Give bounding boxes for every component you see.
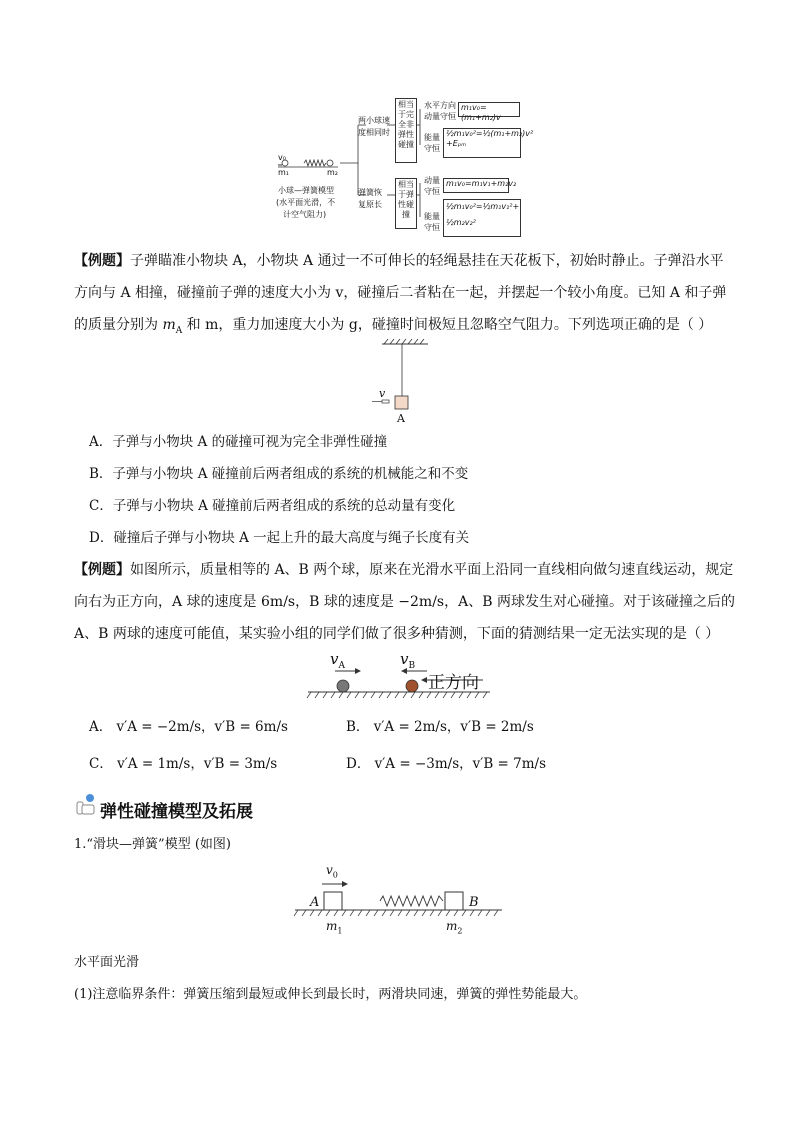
ex1-option-c: C．子弹与小物块 A 碰撞前后两者组成的系统的总动量有变化 bbox=[89, 498, 456, 514]
ball-m2 bbox=[327, 160, 333, 166]
mindmap-branch1-b: 度相同时 bbox=[358, 128, 390, 137]
ball-b bbox=[406, 680, 418, 692]
ex1-option-d: D．碰撞后子弹与小物块 A 一起上升的最大高度与绳子长度有关 bbox=[89, 530, 470, 546]
mindmap-model-label: 小球—弹簧模型 bbox=[278, 186, 334, 195]
mindmap-model-note1: (水平面光滑，不 bbox=[276, 198, 336, 207]
b2r2-label1: 能量 bbox=[424, 212, 440, 221]
ex2-option-c: C． v′A = 1m/s，v′B = 3m/s bbox=[89, 756, 278, 772]
b2r1-label2: 守恒 bbox=[424, 187, 440, 196]
section-note: 水平面光滑 bbox=[74, 955, 140, 970]
mindmap-branch2-a: 弹簧恢 bbox=[358, 188, 382, 197]
ex2-option-b: B． v′A = 2m/s，v′B = 2m/s bbox=[346, 719, 534, 735]
ex1-option-a: A．子弹与小物块 A 的碰撞可视为完全非弹性碰撞 bbox=[89, 434, 388, 450]
ex2-option-d: D． v′A = −3m/s，v′B = 7m/s bbox=[346, 756, 547, 772]
section-title: 弹性碰撞模型及拓展 bbox=[100, 802, 253, 822]
mindmap-branch2-b: 复原长 bbox=[358, 200, 382, 209]
mindmap-m2: m₂ bbox=[327, 168, 338, 177]
bullet bbox=[382, 400, 389, 403]
spring-mini bbox=[304, 160, 326, 166]
b1r1-formula: m₁v₀=(m₁+m₂)v bbox=[458, 102, 520, 117]
ex1-fig-v: v bbox=[379, 387, 386, 400]
b1r2-label1: 能量 bbox=[424, 133, 440, 142]
ex2-fig-direction: 正方向 bbox=[428, 673, 479, 693]
section-item1: 1.“滑块—弹簧”模型 (如图) bbox=[74, 837, 231, 852]
b2r1-formula: m₁v₀=m₁v₁+m₂v₂ bbox=[443, 178, 509, 193]
slider-b bbox=[445, 892, 463, 910]
ex2-tag: 【例题】 bbox=[74, 562, 130, 578]
ex2-line1: 【例题】如图所示，质量相等的 A、B 两个球，原来在光滑水平面上沿同一直线相向做匀速直线运动，规定 bbox=[74, 562, 734, 578]
b2r2-label2: 守恒 bbox=[424, 223, 440, 232]
ex2-option-a: A． v′A = −2m/s，v′B = 6m/s bbox=[89, 719, 288, 735]
block-a bbox=[395, 396, 408, 409]
hand-pointer-icon bbox=[74, 793, 98, 817]
slider-a bbox=[324, 892, 342, 910]
mindmap-branch1-a: 两小球速 bbox=[358, 116, 390, 125]
ball-a bbox=[337, 680, 349, 692]
mindmap-model-note2: 计空气阻力) bbox=[283, 210, 327, 219]
ex2-line3: A、B 两球的速度可能值，某实验小组的同学们做了很多种猜测，下面的猜测结果一定无法实现的是（ ） bbox=[74, 626, 720, 642]
ex2-fig-vb: $v_B$ bbox=[400, 650, 416, 671]
ex2-line2: 向右为正方向，A 球的速度是 6m/s，B 球的速度是 −2m/s，A、B 两球发生对心碰撞。对于该碰撞之后的 bbox=[74, 594, 735, 610]
ex1-fig-A: A bbox=[397, 412, 405, 425]
b1r1-label1: 水平方向 bbox=[424, 101, 456, 110]
fig-m1: $m_1$ bbox=[326, 919, 343, 936]
ex1-option-b: B．子弹与小物块 A 碰撞前后两者组成的系统的机械能之和不变 bbox=[89, 466, 469, 482]
b1r2-label2: 守恒 bbox=[424, 144, 440, 153]
slider-spring-figure bbox=[290, 864, 510, 924]
b1r1-label2: 动量守恒 bbox=[424, 112, 456, 121]
fig-label-a: A bbox=[310, 895, 320, 910]
mindmap-branch1-box: 相当 于完 全非 弹性 碰撞 bbox=[395, 98, 417, 163]
ex1-line3: 的质量分别为 $m_A$ 和 m，重力加速度大小为 g，碰撞时间极短且忽略空气阻力。下列选项正确的是（ ） bbox=[74, 317, 713, 336]
b1r2-formula-box: ½m₁v₀²=½(m₁+m₂)v² +Eₚₘ bbox=[443, 128, 521, 158]
fig-label-b: B bbox=[469, 895, 479, 910]
ex1-tag: 【例题】 bbox=[74, 253, 130, 269]
ex1-line1: 【例题】子弹瞄准小物块 A，小物块 A 通过一不可伸长的轻绳悬挂在天花板下，初始时静止。子弹沿水平 bbox=[74, 253, 724, 269]
fig-v0: $v_0$ bbox=[326, 863, 338, 880]
ex2-fig-va: $v_A$ bbox=[330, 650, 345, 671]
mindmap-v0: v₀ bbox=[278, 153, 286, 162]
spring bbox=[380, 896, 443, 906]
section-condition: (1)注意临界条件：弹簧压缩到最短或伸长到最长时，两滑块同速，弹簧的弹性势能最大。 bbox=[74, 987, 587, 1002]
fig-m2: $m_2$ bbox=[446, 919, 463, 936]
mindmap-m1: m₁ bbox=[278, 168, 289, 177]
ex1-line2: 方向与 A 相撞，碰撞前子弹的速度大小为 v，碰撞后二者粘在一起，并摆起一个较小角度。已知 A 和子弹 bbox=[74, 285, 727, 301]
mindmap-branch2-box: 相当 于弹 性碰 撞 bbox=[395, 178, 417, 229]
b2r1-label1: 动量 bbox=[424, 176, 440, 185]
b2r2-formula-box: ½m₁v₀²=½m₁v₁²+ ½m₂v₂² bbox=[443, 199, 521, 237]
